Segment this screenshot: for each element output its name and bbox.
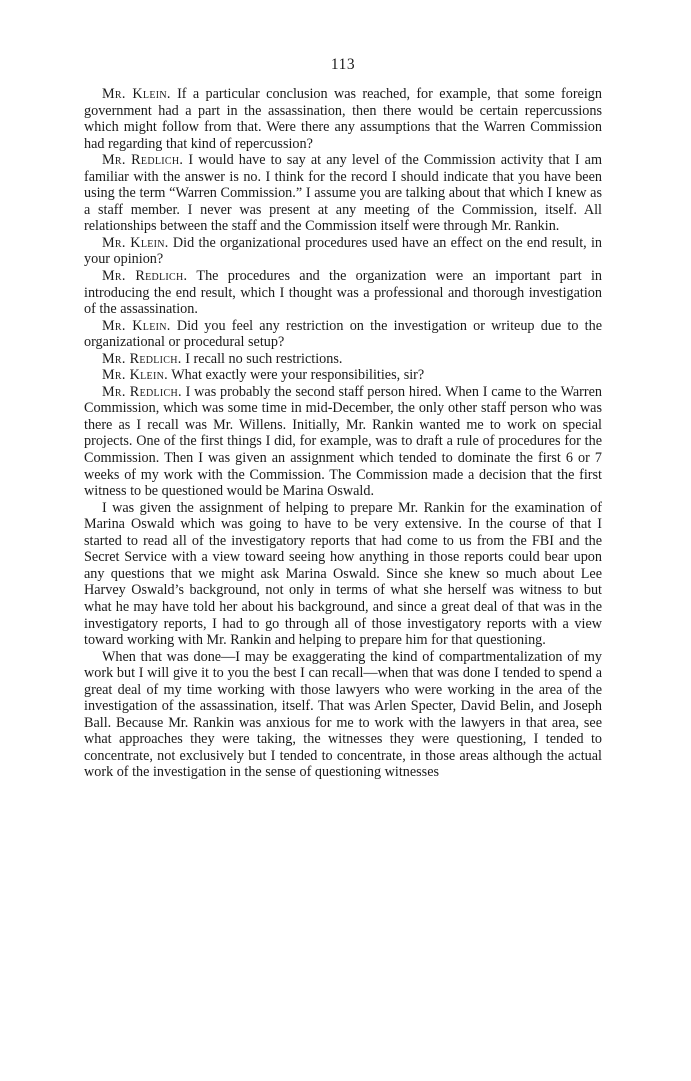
document-page bbox=[84, 56, 602, 781]
testimony-paragraph bbox=[84, 152, 602, 235]
testimony-paragraph bbox=[84, 351, 602, 368]
paragraph-text: What exactly were your responsibilities, sir? bbox=[167, 367, 425, 384]
page-number: 113 bbox=[330, 56, 356, 73]
speaker-name: Mr. Redlich. bbox=[102, 268, 188, 285]
testimony-paragraph bbox=[84, 367, 602, 384]
speaker-name: Mr. Klein. bbox=[102, 317, 171, 334]
paragraph-text: I would have to say at any level of the Commission activity that I am familiar with the answer is no. I think for the record I should indicate that you have been using the term “Warren Commission.” I assume you are talking about that which I knew as a staff member. I never was present at any meeting of the Commission, itself. All relationships between the staff and the Commission itself were through Mr. Rankin. bbox=[84, 152, 602, 235]
paragraph-text: I was probably the second staff person hired. When I came to the Warren Commission, which was some time in mid-December, the only other staff person who was there as I recall was Mr. Willens. Initially, Mr. Rankin wanted me to work on special projects. One of the first things I did, for example, was to draft a rule of procedures for the Commission. Then I was given an assignment which tended to dominate the first 6 or 7 weeks of my work with the Commission. The Commission made a decision that the first witness to be questioned would be Marina Oswald. bbox=[84, 383, 602, 500]
paragraph-text: Did you feel any restriction on the investigation or writeup due to the organizational or procedural setup? bbox=[84, 317, 602, 351]
testimony-paragraph bbox=[84, 384, 602, 500]
paragraph-text: Did the organizational procedures used have an effect on the end result, in your opinion? bbox=[84, 234, 602, 268]
paragraph-text: I recall no such restrictions. bbox=[181, 350, 343, 367]
testimony-paragraph bbox=[84, 318, 602, 351]
testimony-paragraph bbox=[84, 235, 602, 268]
paragraph-text: I was given the assignment of helping to prepare Mr. Rankin for the examination of Marina Oswald which was going to have to be very extensive. In the course of that I started to read all of the investigatory reports that had come to us from the FBI and the Secret Service with a view toward seeing how anything in those reports could bear upon any questions that we might ask Marina Oswald. Since she knew so much about Lee Harvey Oswald’s background, not only in terms of what she herself was witness to but what he may have told her about his background, and since a great deal of that was in the investigatory reports, I had to go through all of those investigatory reports with a view toward working with Mr. Rankin and helping to prepare him for that questioning. bbox=[84, 499, 602, 649]
speaker-name: Mr. Klein. bbox=[102, 234, 169, 251]
speaker-name: Mr. Redlich. bbox=[102, 152, 184, 169]
paragraph-text: If a particular conclusion was reached, for example, that some foreign government had a part in the assassination, then there would be certain repercussions which might follow from that. Were there any assumptions that the Warren Commission had regarding that kind of repercussion? bbox=[84, 86, 602, 152]
speaker-name: Mr. Redlich. bbox=[102, 350, 182, 367]
paragraph-text: The procedures and the organization were an important part in introducing the end result, which I thought was a professional and thorough investigation of the assassination. bbox=[84, 268, 602, 318]
testimony-paragraph bbox=[84, 86, 602, 152]
testimony-body bbox=[84, 86, 602, 781]
testimony-paragraph bbox=[84, 649, 602, 781]
speaker-name: Mr. Klein. bbox=[102, 86, 171, 102]
speaker-name: Mr. Klein. bbox=[102, 367, 168, 384]
speaker-name: Mr. Redlich. bbox=[102, 383, 182, 400]
testimony-paragraph bbox=[84, 268, 602, 318]
testimony-paragraph bbox=[84, 500, 602, 649]
paragraph-text: When that was done—I may be exaggerating the kind of compartmentalization of my work but I will give it to you the best I can recall—when that was done I tended to spend a great deal of my time working with those lawyers who were working in the area of the investigation of the assassination, itself. That was Arlen Specter, David Belin, and Joseph Ball. Because Mr. Rankin was anxious for me to work with the lawyers in that area, see what approaches they were taking, the witnesses they were questioning, I tended to concentrate, not exclusively but I tended to concentrate, in those areas although the actual work of the investigation in the sense of questioning witnesses bbox=[84, 648, 602, 781]
